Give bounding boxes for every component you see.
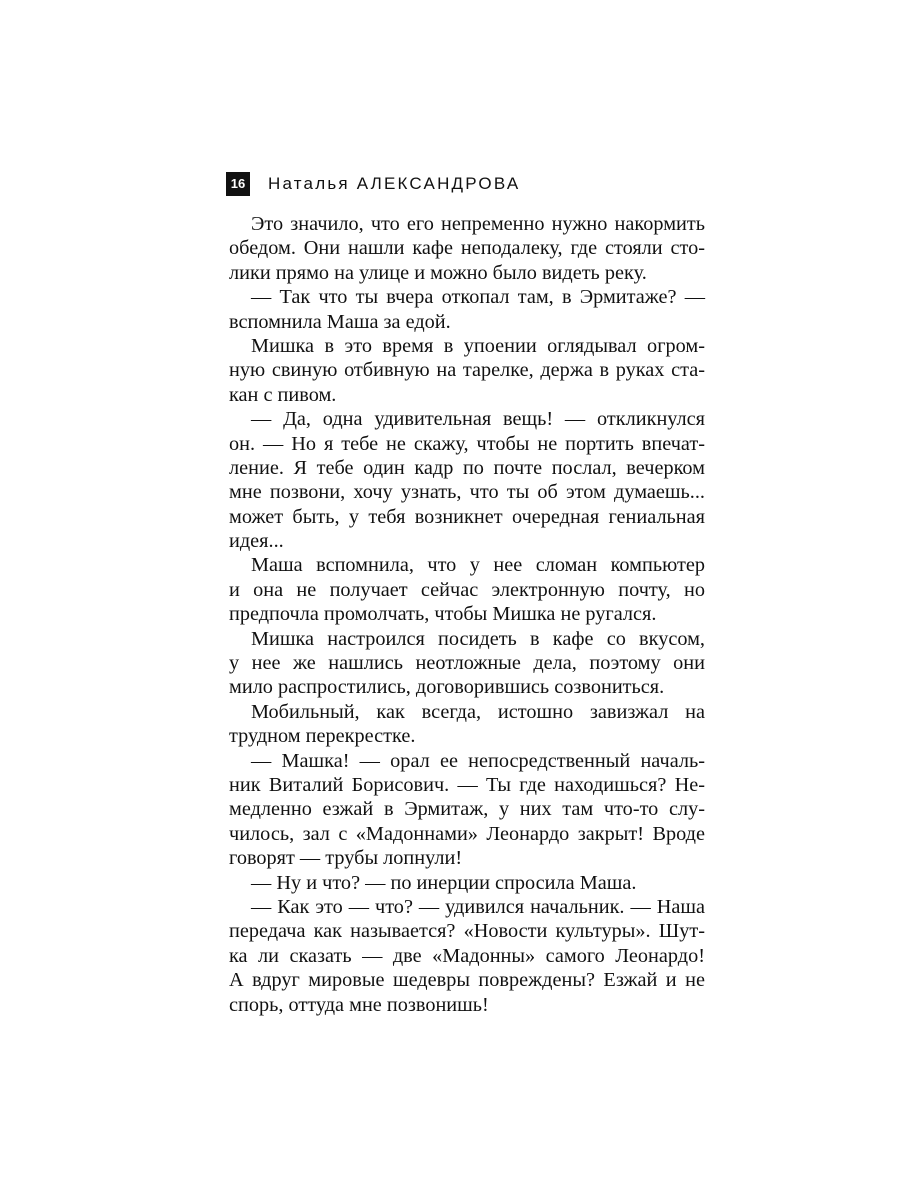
text-line: он. — Но я тебе не скажу, чтобы не портить впечат- bbox=[229, 432, 705, 455]
text-line: мило распростились, договорившись созвониться. bbox=[229, 676, 665, 699]
author-title: Наталья АЛЕКСАНДРОВА bbox=[268, 174, 521, 193]
text-line: Это значило, что его непременно нужно накормить bbox=[251, 213, 705, 235]
text-line: Маша вспомнила, что у нее сломан компьютер bbox=[251, 554, 705, 577]
text-line: ка ли сказать — две «Мадонны» самого Леонардо! bbox=[229, 944, 705, 967]
text-line: передача как называется? «Новости культуры». Шут- bbox=[229, 920, 705, 943]
text-line: трудном перекрестке. bbox=[229, 725, 416, 748]
text-line: — Машка! — орал ее непосредственный началь- bbox=[251, 749, 705, 772]
text-line: Мишка в это время в упоении оглядывал огром- bbox=[251, 334, 705, 357]
text-line: — Так что ты вчера откопал там, в Эрмитаже? — bbox=[251, 286, 705, 309]
text-line: ник Виталий Борисович. — Ты где находишься? Не- bbox=[229, 773, 705, 796]
text-line: мне позвони, хочу узнать, что ты об этом думаешь... bbox=[229, 481, 705, 504]
text-line: Мобильный, как всегда, истошно завизжал на bbox=[251, 700, 705, 723]
text-line: спорь, оттуда мне позвонишь! bbox=[229, 993, 489, 1016]
text-line: ление. Я тебе один кадр по почте послал, вечерком bbox=[229, 456, 705, 479]
text-line: — Ну и что? — по инерции спросила Маша. bbox=[251, 871, 637, 894]
text-line: медленно езжай в Эрмитаж, у них там что-то слу- bbox=[229, 798, 705, 821]
text-line: — Да, одна удивительная вещь! — откликнулся bbox=[251, 408, 705, 431]
text-line: кан с пивом. bbox=[229, 383, 337, 406]
text-line: и она не получает сейчас электронную почту, но bbox=[229, 578, 705, 601]
text-line: предпочла промолчать, чтобы Мишка не ругался. bbox=[229, 603, 657, 626]
text-line: чилось, зал с «Мадоннами» Леонардо закрыт! Вроде bbox=[229, 822, 705, 845]
body-text bbox=[229, 212, 705, 1017]
text-line: говорят — трубы лопнули! bbox=[229, 847, 463, 870]
text-line: А вдруг мировые шедевры повреждены? Езжай и не bbox=[229, 969, 705, 992]
text-line: — Как это — что? — удивился начальник. — Наша bbox=[251, 895, 705, 918]
text-line: лики прямо на улице и можно было видеть реку. bbox=[229, 261, 647, 284]
text-line: вспомнила Маша за едой. bbox=[229, 310, 451, 333]
text-line: обедом. Они нашли кафе неподалеку, где стояли сто- bbox=[229, 237, 705, 260]
running-header bbox=[226, 172, 520, 196]
page-number: 16 bbox=[226, 172, 250, 196]
text-line: ную свиную отбивную на тарелке, держа в руках ста- bbox=[229, 359, 705, 382]
text-line: у нее же нашлись неотложные дела, поэтому они bbox=[229, 652, 705, 675]
text-line: идея... bbox=[229, 530, 284, 553]
text-line: Мишка настроился посидеть в кафе со вкусом, bbox=[251, 627, 705, 650]
text-line: может быть, у тебя возникнет очередная гениальная bbox=[229, 505, 705, 528]
